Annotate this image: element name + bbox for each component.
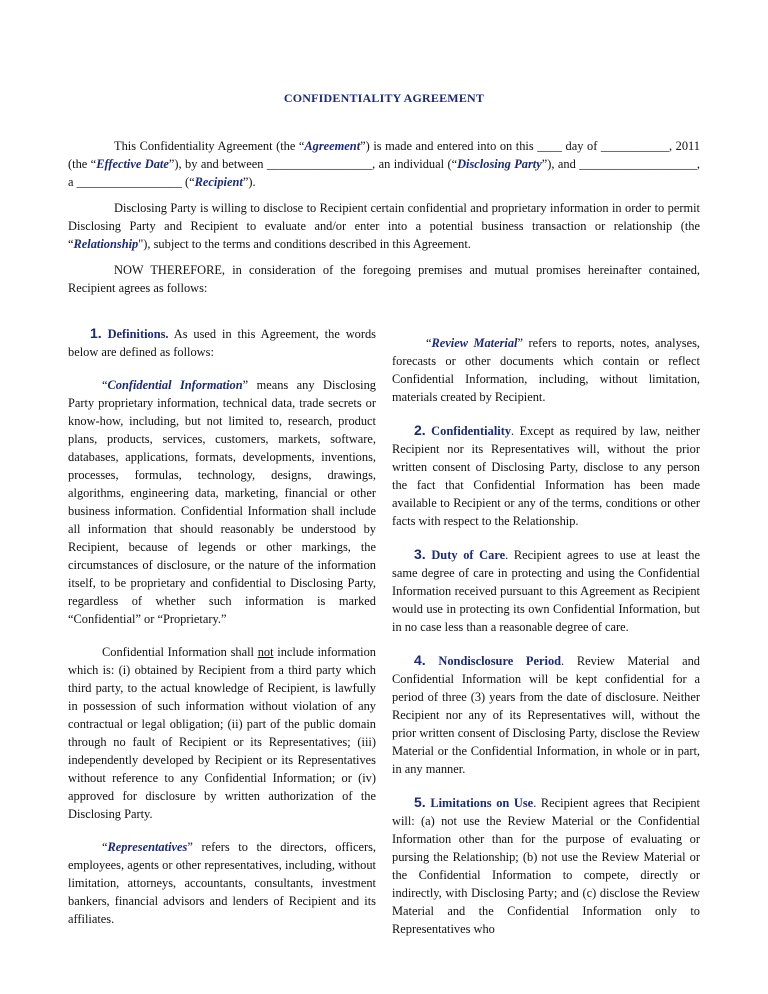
purpose-text-a: Disclosing Party is willing to disclose to Recipient certain confidential and proprietary information in order to permit Disclosing Party and Recipient to evaluate and/or enter into a potential business transaction or relationship (the “ <box>68 201 700 251</box>
quote-open: “ <box>426 336 432 350</box>
section-2-number: 2. <box>414 422 426 438</box>
definition-rep-text: ” refers to the directors, officers, employees, agents or other representatives, including, without limitation, attorneys, accountants, consultants, investment bankers, financial advisors and lenders of Recipient and its affiliates. <box>68 840 376 926</box>
section-4-text: . Review Material and Confidential Information will be kept confidential for a period of three (3) years from the date of disclosure. Neither Recipient nor any of its Representatives will, without the prior written consent of Disclosing Party, disclose the Review Material or the Confidential Information, in whole or in part, in any manner. <box>392 654 700 776</box>
section-3-heading: Duty of Care <box>431 548 506 562</box>
intro-paragraph <box>68 137 700 191</box>
section-1-number: 1. <box>90 325 102 341</box>
exclusions-text-a: Confidential Information shall <box>102 645 258 659</box>
right-column <box>392 334 700 938</box>
quote-open: “ <box>102 378 108 392</box>
term-representatives: Representatives <box>107 840 188 854</box>
intro-text-e: ”). <box>242 175 256 189</box>
quote-open: “ <box>102 840 108 854</box>
section-2 <box>392 421 700 530</box>
section-3-text: . Recipient agrees to use at least the same degree of care in protecting and using the Confidential Information received pursuant to this Agreement as Recipient would use in protecting its own Confidential Information, but in no case less than a reasonable degree of care. <box>392 548 700 634</box>
section-4-number: 4. <box>414 652 426 668</box>
definition-confidential-information <box>68 376 376 628</box>
term-effective-date: Effective Date <box>96 157 169 171</box>
intro-text-d: ”), and ___________________, a _________________ (“ <box>68 157 701 189</box>
intro-text-b: ”) is made and entered into on this ____ day of ___________, 2011 (the “ <box>68 139 700 171</box>
section-5-heading: Limitations on Use <box>430 796 534 810</box>
intro-text-a: This Confidentiality Agreement (the “ <box>114 139 305 153</box>
section-5 <box>392 793 700 938</box>
document-title: CONFIDENTIALITY AGREEMENT <box>283 91 485 105</box>
term-recipient: Recipient <box>194 175 243 189</box>
exclusions-text-b: include information which is: (i) obtained by Recipient from a third party which third party, to the actual knowledge of Recipient, is lawfully in possession of such information without violation of any contractual or legal obligation; (ii) part of the public domain through no fault of Recipient or its Representatives; (iii) independently developed by Recipient or its Representatives without reference to any Confidential Information; or (iv) approved for disclosure by written authorization of the Disclosing Party. <box>68 645 376 821</box>
term-agreement: Agreement <box>304 139 361 153</box>
definition-ci-text: ” means any Disclosing Party proprietary information, technical data, trade secrets or know-how, including, but not limited to, research, product plans, products, services, customers, markets, software, databases, applications, formats, developments, inventions, processes, formulas, technology, designs, drawings, algorithms, engineering data, marketing, financial or other business information. Confidential Information shall include all information that should reasonably be understood by Recipient, because of legends or other markings, the circumstances of disclosure, or the nature of the information itself, to be proprietary and confidential to Disclosing Party, regardless of whether such information is marked “Confidential” or “Proprietary.” <box>68 378 377 626</box>
term-confidential-information: Confidential Information <box>107 378 243 392</box>
section-5-text: . Recipient agrees that Recipient will: (a) not use the Review Material or the Confidential Information other than for the purpose of evaluating or pursing the Relationship; (b) not use the Review Material or the Confidential Information to compete, directly or indirectly, with Disclosing Party; and (c) disclose the Review Material and the Confidential Information only to Representatives who <box>392 796 700 936</box>
purpose-text-b: "), subject to the terms and conditions described in this Agreement. <box>138 237 471 251</box>
section-4-heading: Nondisclosure Period <box>438 654 562 668</box>
section-2-text: . Except as required by law, neither Recipient nor its Representatives will, without the prior written consent of Disclosing Party, disclose to any person the fact that Confidential Information has been made available to Recipient or any of the terms, conditions or other facts with respect to the Relationship. <box>392 424 700 528</box>
therefore-text: NOW THEREFORE, in consideration of the foregoing premises and mutual promises hereinafter contained, Recipient agrees as follows: <box>68 263 700 295</box>
section-3 <box>392 545 700 636</box>
exclusions-paragraph <box>68 643 376 823</box>
section-3-number: 3. <box>414 546 426 562</box>
definition-rm-text: ” refers to reports, notes, analyses, forecasts or other documents which contain or reflect Confidential Information, including, without limitation, materials created by Recipient. <box>392 336 701 404</box>
term-relationship: Relationship <box>73 237 139 251</box>
section-2-heading: Confidentiality <box>431 424 512 438</box>
section-1-heading: Definitions. <box>107 327 169 341</box>
therefore-paragraph <box>68 261 700 297</box>
left-column <box>68 324 376 928</box>
definition-review-material <box>392 334 700 406</box>
section-1 <box>68 324 376 361</box>
purpose-paragraph <box>68 199 700 253</box>
exclusions-not: not <box>257 645 274 659</box>
term-review-material: Review Material <box>431 336 518 350</box>
term-disclosing-party: Disclosing Party <box>457 157 542 171</box>
section-5-number: 5. <box>414 794 426 810</box>
section-1-text: As used in this Agreement, the words below are defined as follows: <box>68 327 376 359</box>
definition-representatives <box>68 838 376 928</box>
intro-text-c: ”), by and between _________________, an individual (“ <box>168 157 458 171</box>
section-4 <box>392 651 700 778</box>
